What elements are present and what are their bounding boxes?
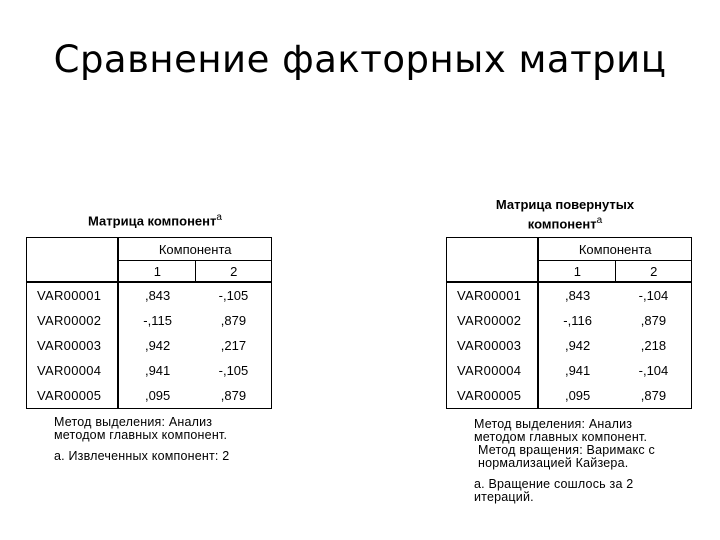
right-footnotes — [474, 418, 674, 512]
left-table-caption — [60, 210, 250, 229]
left-col-header-1: 1 — [118, 261, 196, 283]
left-col-header-2: 2 — [196, 261, 272, 283]
table-row — [447, 358, 692, 383]
cell-value: ,843 — [564, 288, 591, 303]
row-label: VAR00004 — [27, 358, 119, 383]
right-rotated-component-matrix — [446, 237, 692, 409]
cell-value: -,104 — [616, 358, 692, 383]
left-caption-mark: a — [216, 212, 222, 223]
row-label: VAR00003 — [27, 333, 119, 358]
row-label: VAR00005 — [447, 383, 539, 409]
cell-value: -,116 — [563, 313, 592, 328]
cell-value: ,942 — [144, 338, 171, 353]
cell-value: ,879 — [196, 383, 272, 409]
right-corner-cell — [447, 238, 539, 283]
right-caption-line2: компонент — [527, 216, 597, 232]
cell-value: ,218 — [616, 333, 692, 358]
cell-value: -,105 — [196, 358, 272, 383]
left-component-matrix — [26, 237, 272, 409]
row-label: VAR00004 — [447, 358, 539, 383]
row-label: VAR00001 — [27, 282, 119, 308]
right-caption-line1: Матрица повернутых — [495, 197, 635, 212]
left-corner-cell — [27, 238, 119, 283]
right-table-caption — [470, 197, 660, 232]
cell-value: -,115 — [143, 313, 172, 328]
cell-value: ,879 — [616, 383, 692, 409]
row-label: VAR00002 — [27, 308, 119, 333]
right-col-header-1: 1 — [538, 261, 616, 283]
right-footnote-method: Метод выделения: Анализ методом главных компонент. — [474, 417, 648, 444]
table-row — [447, 383, 692, 409]
right-col-header-2: 2 — [616, 261, 692, 283]
row-label: VAR00002 — [447, 308, 539, 333]
right-footnote-a: a. Вращение сошлось за 2 итераций. — [474, 477, 634, 504]
cell-value: ,843 — [144, 288, 171, 303]
left-group-header: Компонента — [118, 238, 271, 261]
cell-value: ,217 — [196, 333, 272, 358]
cell-value: -,105 — [196, 282, 272, 308]
right-caption-line2-wrap — [470, 213, 660, 232]
cell-value: ,879 — [616, 308, 692, 333]
left-footnote-a: a. Извлеченных компонент: 2 — [54, 449, 230, 463]
table-row — [27, 358, 272, 383]
table-row — [27, 282, 272, 308]
row-label: VAR00005 — [27, 383, 119, 409]
left-footnote-method: Метод выделения: Анализ методом главных компонент. — [54, 415, 228, 442]
slide-title: Сравнение факторных матриц — [53, 38, 667, 81]
cell-value: ,941 — [144, 363, 171, 378]
table-row — [447, 333, 692, 358]
cell-value: ,095 — [538, 383, 616, 409]
table-row — [447, 282, 692, 308]
cell-value: ,942 — [564, 338, 591, 353]
cell-value: ,879 — [196, 308, 272, 333]
right-caption-mark: a — [596, 215, 603, 226]
left-caption-text: Матрица компонент — [88, 213, 217, 229]
table-row — [447, 308, 692, 333]
table-row — [27, 333, 272, 358]
cell-value: -,104 — [616, 282, 692, 308]
right-group-header: Компонента — [538, 238, 691, 261]
table-row — [27, 383, 272, 409]
row-label: VAR00001 — [447, 282, 539, 308]
right-footnote-rotation: Метод вращения: Варимакс с нормализацией Кайзера. — [478, 443, 655, 470]
row-label: VAR00003 — [447, 333, 539, 358]
table-row — [27, 308, 272, 333]
cell-value: ,941 — [564, 363, 591, 378]
cell-value: ,095 — [118, 383, 196, 409]
left-footnotes — [54, 416, 254, 471]
